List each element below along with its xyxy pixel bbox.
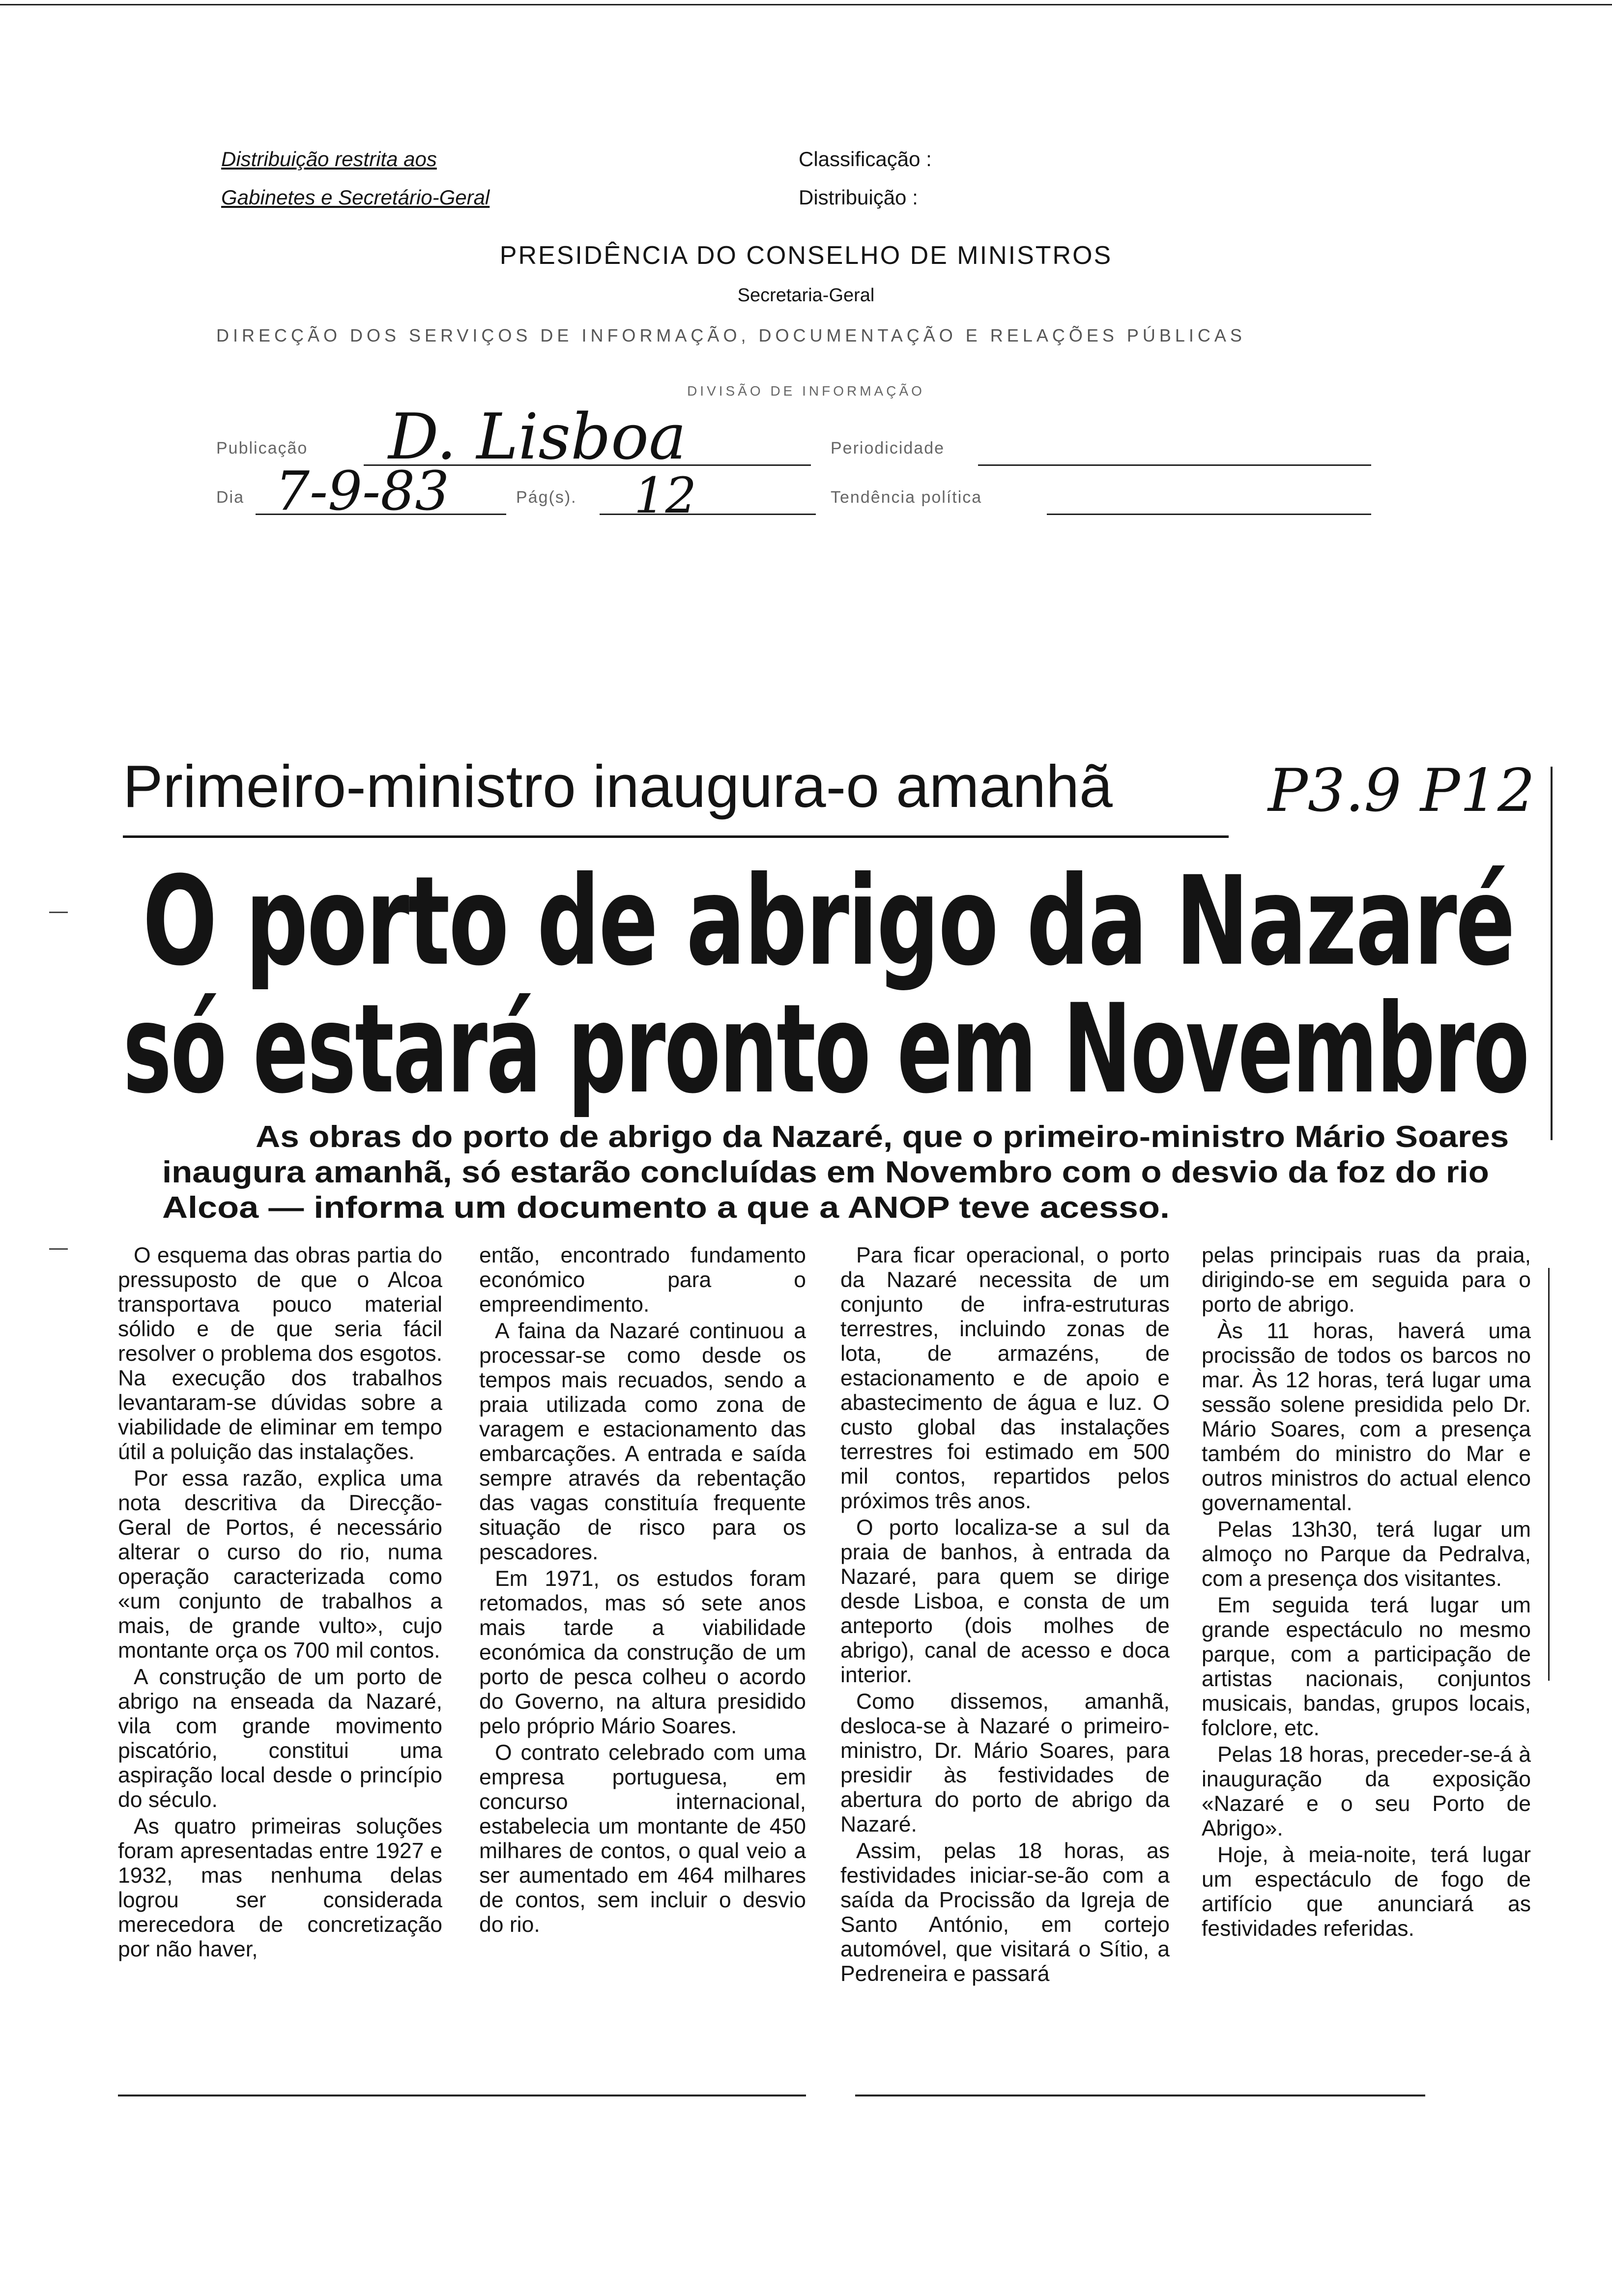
pagina-label: Pág(s). (516, 488, 577, 507)
presidencia-title: PRESIDÊNCIA DO CONSELHO DE MINISTROS (499, 241, 1113, 270)
col4-paragraph: Às 11 horas, haverá uma procissão de todos os barcos no mar. Às 12 horas, terá lugar uma sessão solene presidida pelo Dr. Mário Soares, com a presença também do ministro do Mar e outros ministros do actual elenco governamental. (1202, 1319, 1531, 1515)
col2-paragraph: O contrato celebrado com uma empresa portuguesa, em concurso internacional, estabelecia um montante de 450 milhares de contos, o qual veio a ser aumentado em 464 milhares de contos, sem incluir o desvio do rio. (479, 1741, 806, 1937)
tendencia-label: Tendência política (831, 488, 982, 507)
body-column-4 (1202, 1243, 1531, 1943)
periodicidade-label: Periodicidade (831, 439, 945, 458)
periodicidade-line (978, 464, 1371, 466)
col2-paragraph: então, encontrado fundamento económico para o empreendimento. (479, 1243, 806, 1317)
col1-paragraph: As quatro primeiras soluções foram apresentadas entre 1927 e 1932, mas nenhuma delas logrou ser considerada merecedora de concretização por não haver, (118, 1814, 442, 1961)
col4-paragraph: Pelas 13h30, terá lugar um almoço no Parque da Pedralva, com a presença dos visitantes. (1202, 1518, 1531, 1591)
body-column-3 (840, 1243, 1170, 1988)
margin-mark (49, 1248, 68, 1250)
margin-mark (49, 912, 68, 913)
tendencia-line (1047, 514, 1371, 515)
lead-line-2: inaugura amanhã, só estarão concluídas em Novembro com o desvio da foz do rio (162, 1155, 1489, 1189)
bottom-rule-left (118, 2095, 806, 2096)
col3-paragraph: O porto localiza-se a sul da praia de banhos, à entrada da Nazaré, para quem se dirige desde Lisboa, e consta de um anteporto (dois molhes de abrigo), canal de acesso e doca interior. (840, 1516, 1170, 1687)
col3-paragraph: Como dissemos, amanhã, desloca-se à Nazaré o primeiro-ministro, Dr. Mário Soares, para presidir às festividades de abertura do porto de abrigo da Nazaré. (840, 1690, 1170, 1837)
col4-paragraph: pelas principais ruas da praia, dirigindo-se em seguida para o porto de abrigo. (1202, 1243, 1531, 1317)
right-column-rule (1551, 767, 1553, 1140)
dia-label: Dia (216, 488, 245, 507)
col4-paragraph: Em seguida terá lugar um grande espectáculo no mesmo parque, com a participação de artistas nacionais, conjuntos musicais, bandas, grupos locais, folclore, etc. (1202, 1593, 1531, 1740)
article-kicker: Primeiro-ministro inaugura-o amanhã (123, 753, 1113, 820)
col1-paragraph: Por essa razão, explica uma nota descritiva da Direcção-Geral de Portos, é necessário alterar o curso do rio, numa operação caracterizada como «um conjunto de trabalhos a mais, de grande vulto», cujo montante orça os 700 mil contos. (118, 1466, 442, 1663)
headline-line-1: O porto de abrigo da Nazaré (143, 850, 1514, 993)
divisao-informacao: DIVISÃO DE INFORMAÇÃO (687, 383, 925, 399)
distribuicao-label: Distribuição : (799, 186, 918, 209)
col3-paragraph: Assim, pelas 18 horas, as festividades iniciar-se-ão com a saída da Procissão da Igreja de Santo António, em cortejo automóvel, que visitará o Sítio, a Pedreneira e passará (840, 1839, 1170, 1986)
body-column-2 (479, 1243, 806, 1939)
col4-paragraph: Hoje, à meia-noite, terá lugar um espectáculo de fogo de artifício que anunciará as festividades referidas. (1202, 1843, 1531, 1941)
direccao-servicos: DIRECÇÃO DOS SERVIÇOS DE INFORMAÇÃO, DOCUMENTAÇÃO E RELAÇÕES PÚBLICAS (216, 325, 1246, 345)
pagina-line (600, 514, 816, 515)
kicker-underline (123, 835, 1229, 838)
publicacao-label: Publicação (216, 439, 308, 458)
margin-annotation: P3.9 P12 (1268, 757, 1535, 825)
body-column-1 (118, 1243, 442, 1964)
col3-paragraph: Para ficar operacional, o porto da Nazaré necessita de um conjunto de infra-estruturas terrestres, incluindo zonas de lota, de armazéns, de estacionamento e de apoio e abastecimento de água e luz. O custo global das instalações terrestres foi estimado em 500 mil contos, repartidos pelos próximos três anos. (840, 1243, 1170, 1513)
bottom-rule-right (855, 2095, 1425, 2096)
distribution-line-2: Gabinetes e Secretário-Geral (221, 186, 490, 209)
col1-paragraph: A construção de um porto de abrigo na enseada da Nazaré, vila com grande movimento piscatório, constitui uma aspiração local desde o princípio do século. (118, 1665, 442, 1812)
headline-line-2: só estará pronto em Novembro (123, 977, 1528, 1120)
top-border (0, 4, 1612, 5)
secretaria-geral: Secretaria-Geral (737, 285, 875, 306)
classificacao-label: Classificação : (799, 147, 932, 171)
col2-paragraph: A faina da Nazaré continuou a processar-se como desde os tempos mais recuados, sendo a praia utilizada como zona de varagem e estacionamento das embarcações. A entrada e saída sempre através da rebentação das vagas constituía frequente situação de risco para os pescadores. (479, 1319, 806, 1564)
distribution-line-1: Distribuição restrita aos (221, 147, 437, 171)
col2-paragraph: Em 1971, os estudos foram retomados, mas só sete anos mais tarde a viabilidade económica da construção de um porto de pesca colheu o acordo do Governo, na altura presidido pelo próprio Mário Soares. (479, 1567, 806, 1738)
publicacao-handwritten: D. Lisboa (388, 401, 687, 474)
lead-line-1: As obras do porto de abrigo da Nazaré, que o primeiro-ministro Mário Soares (256, 1120, 1509, 1154)
lead-line-3: Alcoa — informa um documento a que a ANOP teve acesso. (162, 1191, 1170, 1225)
col1-paragraph: O esquema das obras partia do pressuposto de que o Alcoa transportava pouco material sólido e de que seria fácil resolver o problema dos esgotos. Na execução dos trabalhos levantaram-se dúvidas sobre a viabilidade de eliminar em tempo útil a poluição das instalações. (118, 1243, 442, 1464)
pagina-handwritten: 12 (634, 467, 697, 524)
col4-paragraph: Pelas 18 horas, preceder-se-á à inauguração da exposição «Nazaré e o seu Porto de Abrigo». (1202, 1743, 1531, 1840)
dia-handwritten: 7-9-83 (275, 459, 450, 522)
col4-side-rule (1548, 1268, 1550, 1681)
